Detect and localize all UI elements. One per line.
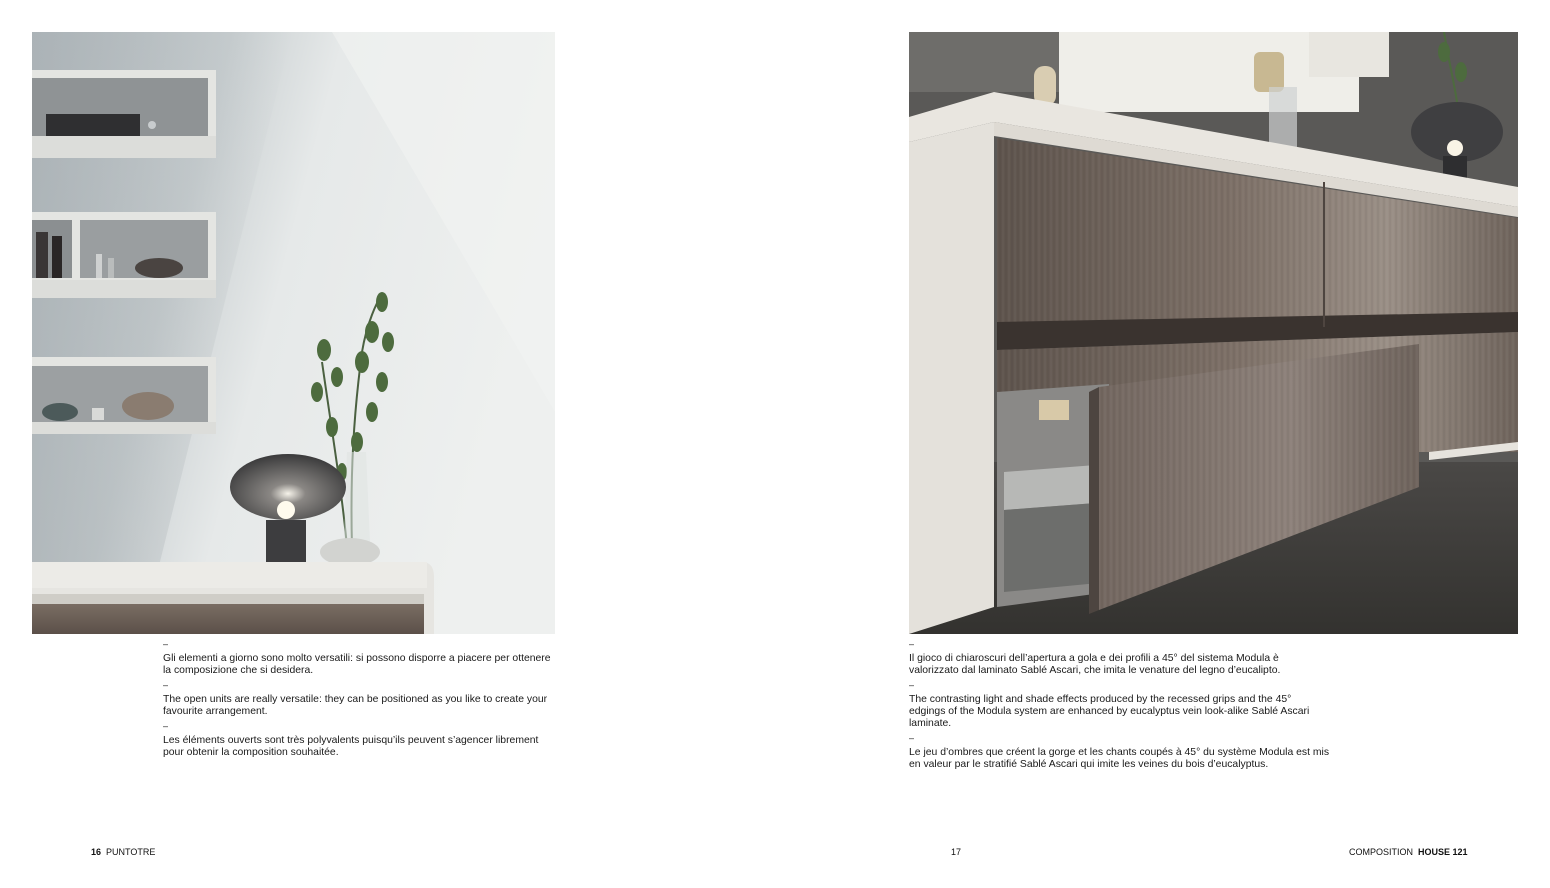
footer-right xyxy=(1349,846,1468,858)
composition-label: COMPOSITION xyxy=(1349,847,1414,857)
page-number-left: 16 xyxy=(91,847,102,857)
footer-center xyxy=(951,846,961,858)
caption-right-french: Le jeu d’ombres que créent la gorge et les chants coupés à 45° du système Modula est mis en valeur par le stratifié Sablé Ascari qui imite les veines du bois d’eucalyptus. xyxy=(909,747,1330,770)
wood-cabinet-drawer-photo xyxy=(909,32,1518,634)
caption-left xyxy=(163,640,558,763)
caption-right-italian: Il gioco di chiaroscuri dell’apertura a gola e dei profili a 45° del sistema Modula è valorizzato dal laminato Sablé Ascari, che imita le venature del legno d’eucalipto. xyxy=(909,653,1281,676)
sideboard xyxy=(32,562,434,634)
caption-dash: – xyxy=(909,639,915,649)
composition-name: HOUSE 121 xyxy=(1418,847,1468,857)
photo-wood-cabinet xyxy=(909,32,1518,634)
photo-shelves-lamp xyxy=(32,32,555,634)
caption-dash: – xyxy=(163,680,169,690)
caption-left-english: The open units are really versatile: they can be positioned as you like to create your favourite arrangement. xyxy=(163,694,548,717)
caption-dash: – xyxy=(909,680,915,690)
brand-name: PUNTOTRE xyxy=(106,847,156,857)
caption-dash: – xyxy=(163,639,169,649)
footer-left xyxy=(91,846,155,858)
page-number-right: 17 xyxy=(951,847,962,857)
shelves-lamp-plant-photo xyxy=(32,32,555,634)
caption-dash: – xyxy=(163,721,169,731)
caption-left-french: Les éléments ouverts sont très polyvalents puisqu’ils peuvent s’agencer librement pour obtenir la composition souhaitée. xyxy=(163,735,539,758)
wall-shelves xyxy=(32,70,216,434)
caption-dash: – xyxy=(909,733,915,743)
caption-left-italian: Gli elementi a giorno sono molto versatili: si possono disporre a piacere per ottenere la composizione che si desidera. xyxy=(163,653,551,676)
caption-right-english: The contrasting light and shade effects produced by the recessed grips and the 45° edgings of the Modula system are enhanced by eucalyptus vein look-alike Sablé Ascari laminate. xyxy=(909,694,1310,729)
caption-right xyxy=(909,640,1329,775)
